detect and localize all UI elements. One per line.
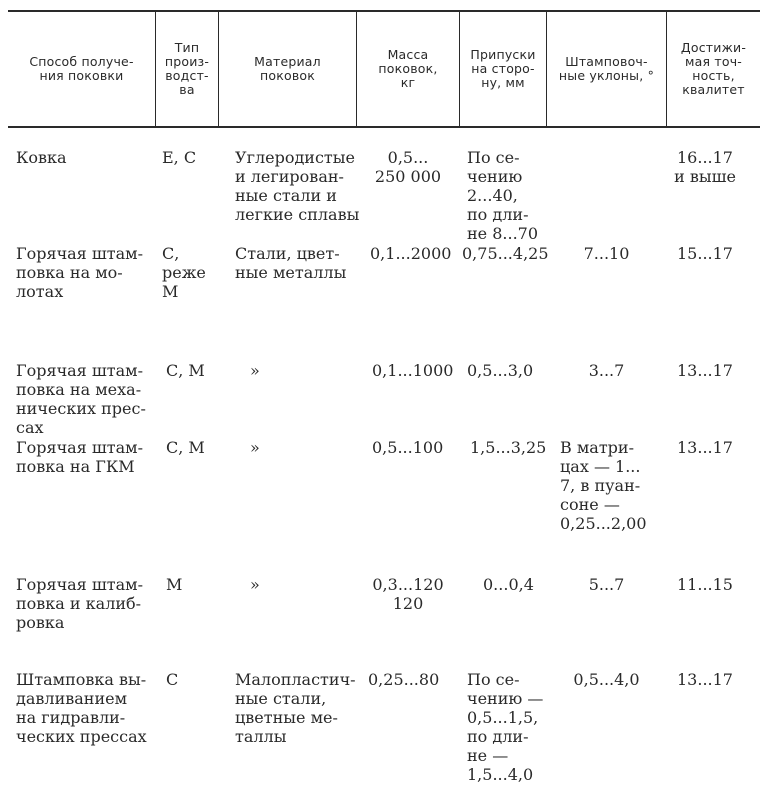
cell-mass: 0,1...2000 [370,244,452,263]
cell-allowance: 1,5...3,25 [470,438,547,457]
cell-material: » [250,438,260,457]
cell-draft: 3...7 [588,361,625,380]
cell-mass: 0,5...100 [372,438,444,457]
cell-mass: 0,1...1000 [372,361,454,380]
cell-allowance: По се- чению 2...40, по дли- не 8...70 [467,148,539,243]
cell-method: Штамповка вы- давливанием на гидравли- ческих прессах [16,670,147,746]
cell-accuracy: 13...17 [677,670,733,689]
cell-method: Горячая штам- повка на ГКМ [16,438,143,476]
cell-production-type: С, реже М [162,244,206,301]
cell-material: Углеродистые и легирован- ные стали и легкие сплавы [235,148,360,224]
cell-production-type: М [166,575,183,594]
cell-draft: 7...10 [583,244,630,263]
header-allowance: Припуски на сторо- ну, мм [470,47,536,90]
cell-production-type: Е, С [162,148,197,167]
cell-mass: 0,3...120 120 [372,575,444,613]
cell-production-type: С, М [166,438,205,457]
cell-draft: 0,5...4,0 [573,670,640,689]
cell-material: » [250,361,260,380]
cell-material: » [250,575,260,594]
cell-mass: 0,5... 250 000 [374,148,442,186]
cell-production-type: С [166,670,179,689]
cell-allowance: 0,75...4,25 [462,244,549,263]
cell-accuracy: 15...17 [677,244,733,263]
cell-allowance: 0,5...3,0 [467,361,534,380]
header-bottom-rule [8,126,760,128]
header-draft: Штамповоч- ные уклоны, ° [558,54,655,83]
cell-allowance: По се- чению — 0,5...1,5, по дли- не — 1,5...4,0 [467,670,544,784]
cell-accuracy: 13...17 [677,361,733,380]
header-accuracy: Достижи- мая точ- ность, квалитет [680,40,747,97]
cell-mass: 0,25...80 [368,670,440,689]
cell-accuracy: 11...15 [677,575,733,594]
cell-production-type: С, М [166,361,205,380]
cell-material: Малопластич- ные стали, цветные ме- таллы [235,670,356,746]
cell-allowance: 0...0,4 [483,575,534,594]
header-method: Способ получе- ния поковки [29,54,134,83]
cell-draft: 5...7 [588,575,625,594]
cell-draft: В матри- цах — 1... 7, в пуан- соне — 0,25...2,00 [560,438,647,533]
header-material: Материал поковок [254,54,321,83]
cell-method: Горячая штам- повка на меха- нических прес- сах [16,361,146,437]
cell-method: Ковка [16,148,67,167]
cell-accuracy: 16...17 и выше [674,148,736,186]
cell-method: Горячая штам- повка на мо- лотах [16,244,143,301]
header-production-type: Тип произ- водст- ва [164,40,210,97]
cell-accuracy: 13...17 [677,438,733,457]
header-mass: Масса поковок, кг [378,47,438,90]
cell-method: Горячая штам- повка и калиб- ровка [16,575,143,632]
cell-material: Стали, цвет- ные металлы [235,244,347,282]
